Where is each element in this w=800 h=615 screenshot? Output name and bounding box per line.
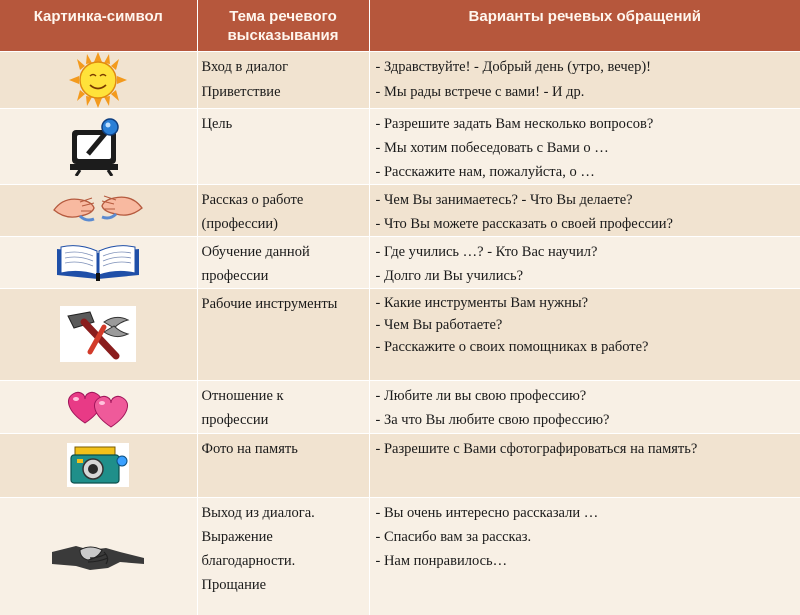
phrases-cell (369, 51, 800, 108)
phrase-line: - Спасибо вам за рассказ. (375, 528, 532, 545)
topic-cell (197, 184, 369, 236)
phrases-cell (369, 108, 800, 184)
phrase-line: - Расскажите о своих помощниках в работе? (375, 338, 649, 355)
topic-line: Отношение к (201, 387, 284, 404)
table-header-row (0, 0, 800, 51)
topic-line: Выход из диалога. (201, 504, 315, 521)
phrase-line: - Мы хотим побеседовать с Вами о … (375, 139, 609, 156)
microphone-tv-icon (66, 116, 130, 176)
icon-cell (0, 380, 197, 433)
topic-line: Вход в диалог (201, 58, 289, 75)
header-speech-variants: Варианты речевых обращений (369, 0, 800, 51)
topic-line: (профессии) (201, 215, 279, 232)
icon-cell (0, 497, 197, 615)
table-row (0, 433, 800, 497)
table-row (0, 288, 800, 380)
topic-cell (197, 380, 369, 433)
icon-cell (0, 288, 197, 380)
phrase-line: - Где учились …? - Кто Вас научил? (375, 243, 598, 260)
topic-cell (197, 108, 369, 184)
topic-line: профессии (201, 411, 269, 428)
phrase-line: - Мы рады встрече с вами! - И др. (375, 83, 585, 100)
open-hands-icon (50, 192, 146, 228)
camera-icon (67, 443, 129, 487)
topic-line: Прощание (201, 576, 267, 593)
phrase-line: - Какие инструменты Вам нужны? (375, 294, 589, 311)
table-row (0, 236, 800, 288)
hammer-pliers-icon (60, 306, 136, 362)
icon-cell (0, 108, 197, 184)
icon-cell (0, 433, 197, 497)
topic-line: Цель (201, 115, 233, 132)
hearts-icon (63, 385, 133, 429)
topic-cell (197, 433, 369, 497)
phrase-line: - Вы очень интересно рассказали … (375, 504, 599, 521)
topic-line: Выражение (201, 528, 273, 545)
table-row (0, 51, 800, 108)
header-speech-topic: Тема речевого высказывания (197, 0, 369, 51)
icon-cell (0, 51, 197, 108)
phrase-line: - Нам понравилось… (375, 552, 508, 569)
topic-line: Приветствие (201, 83, 281, 100)
phrase-line: - Разрешите с Вами сфотографироваться на память? (375, 440, 698, 457)
phrases-cell (369, 236, 800, 288)
phrases-cell (369, 433, 800, 497)
open-book-icon (53, 243, 143, 281)
icon-cell (0, 184, 197, 236)
phrases-cell (369, 380, 800, 433)
header-picture-symbol: Картинка-символ (0, 0, 197, 51)
topic-line: Фото на память (201, 440, 298, 457)
phrase-line: - Расскажите нам, пожалуйста, о … (375, 163, 595, 180)
topic-line: Обучение данной (201, 243, 310, 260)
phrases-cell (369, 288, 800, 380)
phrases-cell (369, 184, 800, 236)
topic-cell (197, 51, 369, 108)
phrase-line: - Долго ли Вы учились? (375, 267, 524, 284)
phrase-line: - Здравствуйте! - Добрый день (утро, вечер)! (375, 58, 652, 75)
phrase-line: - Чем Вы занимаетесь? - Что Вы делаете? (375, 191, 633, 208)
topic-line: Рассказ о работе (201, 191, 304, 208)
topic-cell (197, 497, 369, 615)
topic-cell (197, 288, 369, 380)
table-row (0, 108, 800, 184)
phrase-line: - Разрешите задать Вам несколько вопросов? (375, 115, 654, 132)
topic-line: благодарности. (201, 552, 296, 569)
phrase-line: - Что Вы можете рассказать о своей профессии? (375, 215, 673, 232)
topic-cell (197, 236, 369, 288)
table-row (0, 184, 800, 236)
topic-line: профессии (201, 267, 269, 284)
table-row (0, 380, 800, 433)
phrase-line: - За что Вы любите свою профессию? (375, 411, 610, 428)
phrase-line: - Любите ли вы свою профессию? (375, 387, 587, 404)
sun-icon (63, 52, 133, 108)
handshake-icon (50, 536, 146, 576)
phrase-line: - Чем Вы работаете? (375, 316, 503, 333)
table-row (0, 497, 800, 615)
icon-cell (0, 236, 197, 288)
phrases-cell (369, 497, 800, 615)
topic-line: Рабочие инструменты (201, 295, 338, 312)
